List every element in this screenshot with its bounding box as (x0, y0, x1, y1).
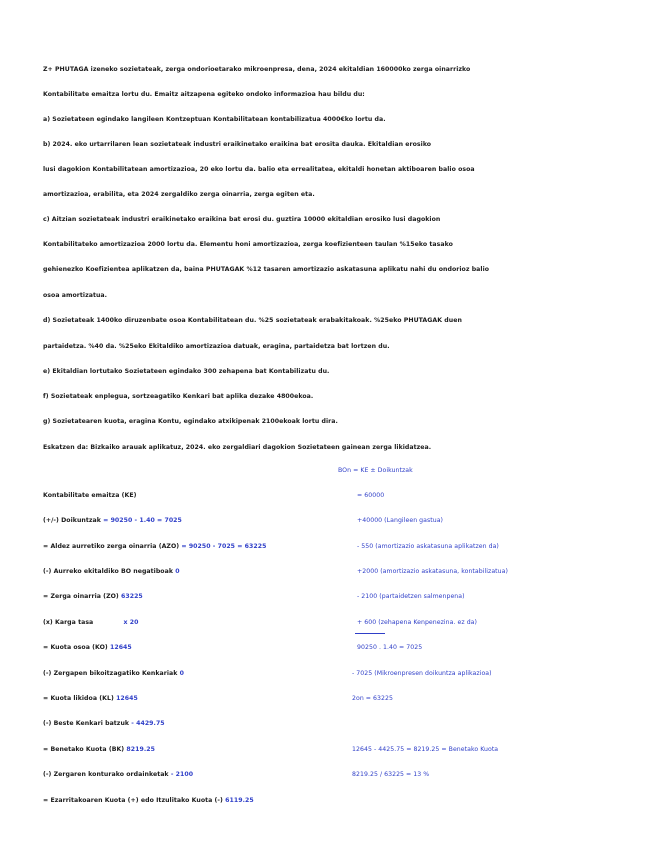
calc-label: (+/-) Doikuntzak (43, 517, 101, 524)
problem-line: c) Aitzian sozietateak industri eraikinetako eraikina bat erosi du. guztira 10000 ekitaldian erosiko lusi dagokion (43, 216, 441, 223)
calc-value: - 4429.75 (131, 720, 165, 727)
side-note: 90250 . 1.40 = 7025 (357, 644, 423, 651)
problem-line: d) Sozietateak 1400ko diruzenbate osoa Kontabilitatean du. %25 sozietateak erabakitakoak. %25eko PHUTAGAK duen (43, 317, 462, 324)
calc-row (43, 517, 182, 524)
problem-line: partaidetza. %40 da. %25eko Ekitaldiko amortizazioa datuak, eragina, partaidetza bat lortzen du. (43, 343, 390, 350)
calc-value: 0 (179, 670, 185, 677)
calc-row (43, 568, 180, 575)
calc-label: (-) Zergaren konturako ordainketak (43, 771, 169, 778)
calc-value: = 90250 - 7025 = 63225 (181, 543, 267, 550)
calc-value: 63225 (121, 593, 143, 600)
side-note: 2on = 63225 (352, 695, 393, 702)
problem-line: g) Sozietatearen kuota, eragina Kontu, egindako atxikipenak 2100ekoak lortu dira. (43, 418, 338, 425)
side-note: 12645 - 4425.75 = 8219.25 = Benetako Kuota (352, 746, 499, 753)
calc-value: = 90250 - 1.40 = 7025 (103, 517, 182, 524)
side-note: +2000 (amortizazio askatasuna, kontabilizatua) (357, 568, 508, 575)
calc-value: 12645 (109, 644, 132, 651)
calc-label: = Ezarritakoaren Kuota (+) edo Itzulitako Kuota (-) (43, 797, 223, 804)
problem-line: Kontabilitate emaitza lortu du. Emaitz aitzapena egiteko ondoko informazioa hau bildu du: (43, 91, 365, 98)
problem-line: lusi dagokion Kontabilitatean amortizazioa, 20 eko lortu da. balio eta errealitatea, ekitaldi honetan aktiboaren balio osoa (43, 166, 475, 173)
sum-underline (355, 633, 385, 634)
calc-label: (-) Beste Kenkari batzuk (43, 720, 130, 727)
calc-row (43, 670, 184, 677)
problem-line: b) 2024. eko urtarrilaren lean sozietateak industri eraikinetako eraikina bat erosita dauka. Ekitaldian erosiko (43, 141, 432, 148)
side-note: - 7025 (Mikroenpresen doikuntza aplikazioa) (352, 670, 492, 677)
calc-label: = Kuota likidoa (KL) (43, 695, 114, 702)
problem-line: e) Ekitaldian lortutako Sozietateen egindako 300 zehapena bat Kontabilizatu du. (43, 368, 330, 375)
calc-label: (-) Aurreko ekitaldiko BO negatiboak (43, 568, 173, 575)
calc-value: 12645 (116, 695, 138, 702)
side-note: +40000 (Langileen gastua) (357, 517, 444, 524)
calc-row (43, 720, 165, 727)
calc-label: = Kuota osoa (KO) (43, 644, 108, 651)
calc-value: - 2100 (170, 771, 194, 778)
calc-label: (-) Zergapen bikoitzagatiko Kenkariak (43, 670, 178, 677)
side-note: + 600 (zehapena Kenpenezina. ez da) (357, 619, 477, 626)
formula-header: BOn = KE ± Doikuntzak (338, 467, 413, 474)
calc-label: Kontabilitate emaitza (KE) (43, 492, 137, 499)
calc-label: (x) Karga tasa (43, 619, 94, 626)
calc-value: 8219.25 (126, 746, 155, 753)
calc-row (43, 644, 132, 651)
calc-row (43, 771, 193, 778)
calc-value: 0 (175, 568, 180, 575)
calc-row (43, 695, 138, 702)
calc-label: = Aldez aurretiko zerga oinarria (AZO) (43, 543, 180, 550)
calc-value: x 20 (123, 619, 139, 626)
side-note: - 550 (amortizazio askatasuna aplikatzen da) (357, 543, 499, 550)
calc-row (43, 797, 254, 804)
calc-label: = Zerga oinarria (ZO) (43, 593, 119, 600)
side-note: - 2100 (partaidetzen salmenpena) (357, 593, 465, 600)
problem-line: Z+ PHUTAGA izeneko sozietateak, zerga ondorioetarako mikroenpresa, dena, 2024 ekitaldian 160000ko zerga oinarrizko (43, 66, 471, 73)
problem-line: Kontabilitateko amortizazioa 2000 lortu da. Elementu honi amortizazioa, zerga koefizienteen taulan %15eko tasako (43, 241, 453, 248)
calc-value: 6119.25 (225, 797, 254, 804)
calc-row (43, 492, 137, 499)
problem-line: osoa amortizatua. (43, 292, 108, 299)
calc-row (43, 619, 138, 626)
problem-line: amortizazioa, erabilita, eta 2024 zergaldiko zerga oinarria, zerga egiten eta. (43, 191, 315, 198)
side-note: 8219.25 / 63225 = 13 % (352, 771, 430, 778)
side-note: = 60000 (357, 492, 385, 499)
problem-line: a) Sozietateen egindako langileen Kontzeptuan Kontabilitatean kontabilizatua 4000€ko lortu da. (43, 116, 386, 123)
problem-line: Eskatzen da: Bizkaiko arauak aplikatuz, 2024. eko zergaldiari dagokion Sozietateen gainean zerga likidatzea. (43, 444, 432, 451)
calc-row (43, 543, 266, 550)
calc-row (43, 593, 143, 600)
problem-line: f) Sozietateak enplegua, sortzeagatiko Kenkari bat aplika dezake 4800ekoa. (43, 393, 314, 400)
calc-row (43, 746, 155, 753)
calc-label: = Benetako Kuota (BK) (43, 746, 125, 753)
problem-line: gehienezko Koefizientea aplikatzen da, baina PHUTAGAK %12 tasaren amortizazio askatasuna aplikatu nahi du ondorioz balio (43, 266, 490, 273)
